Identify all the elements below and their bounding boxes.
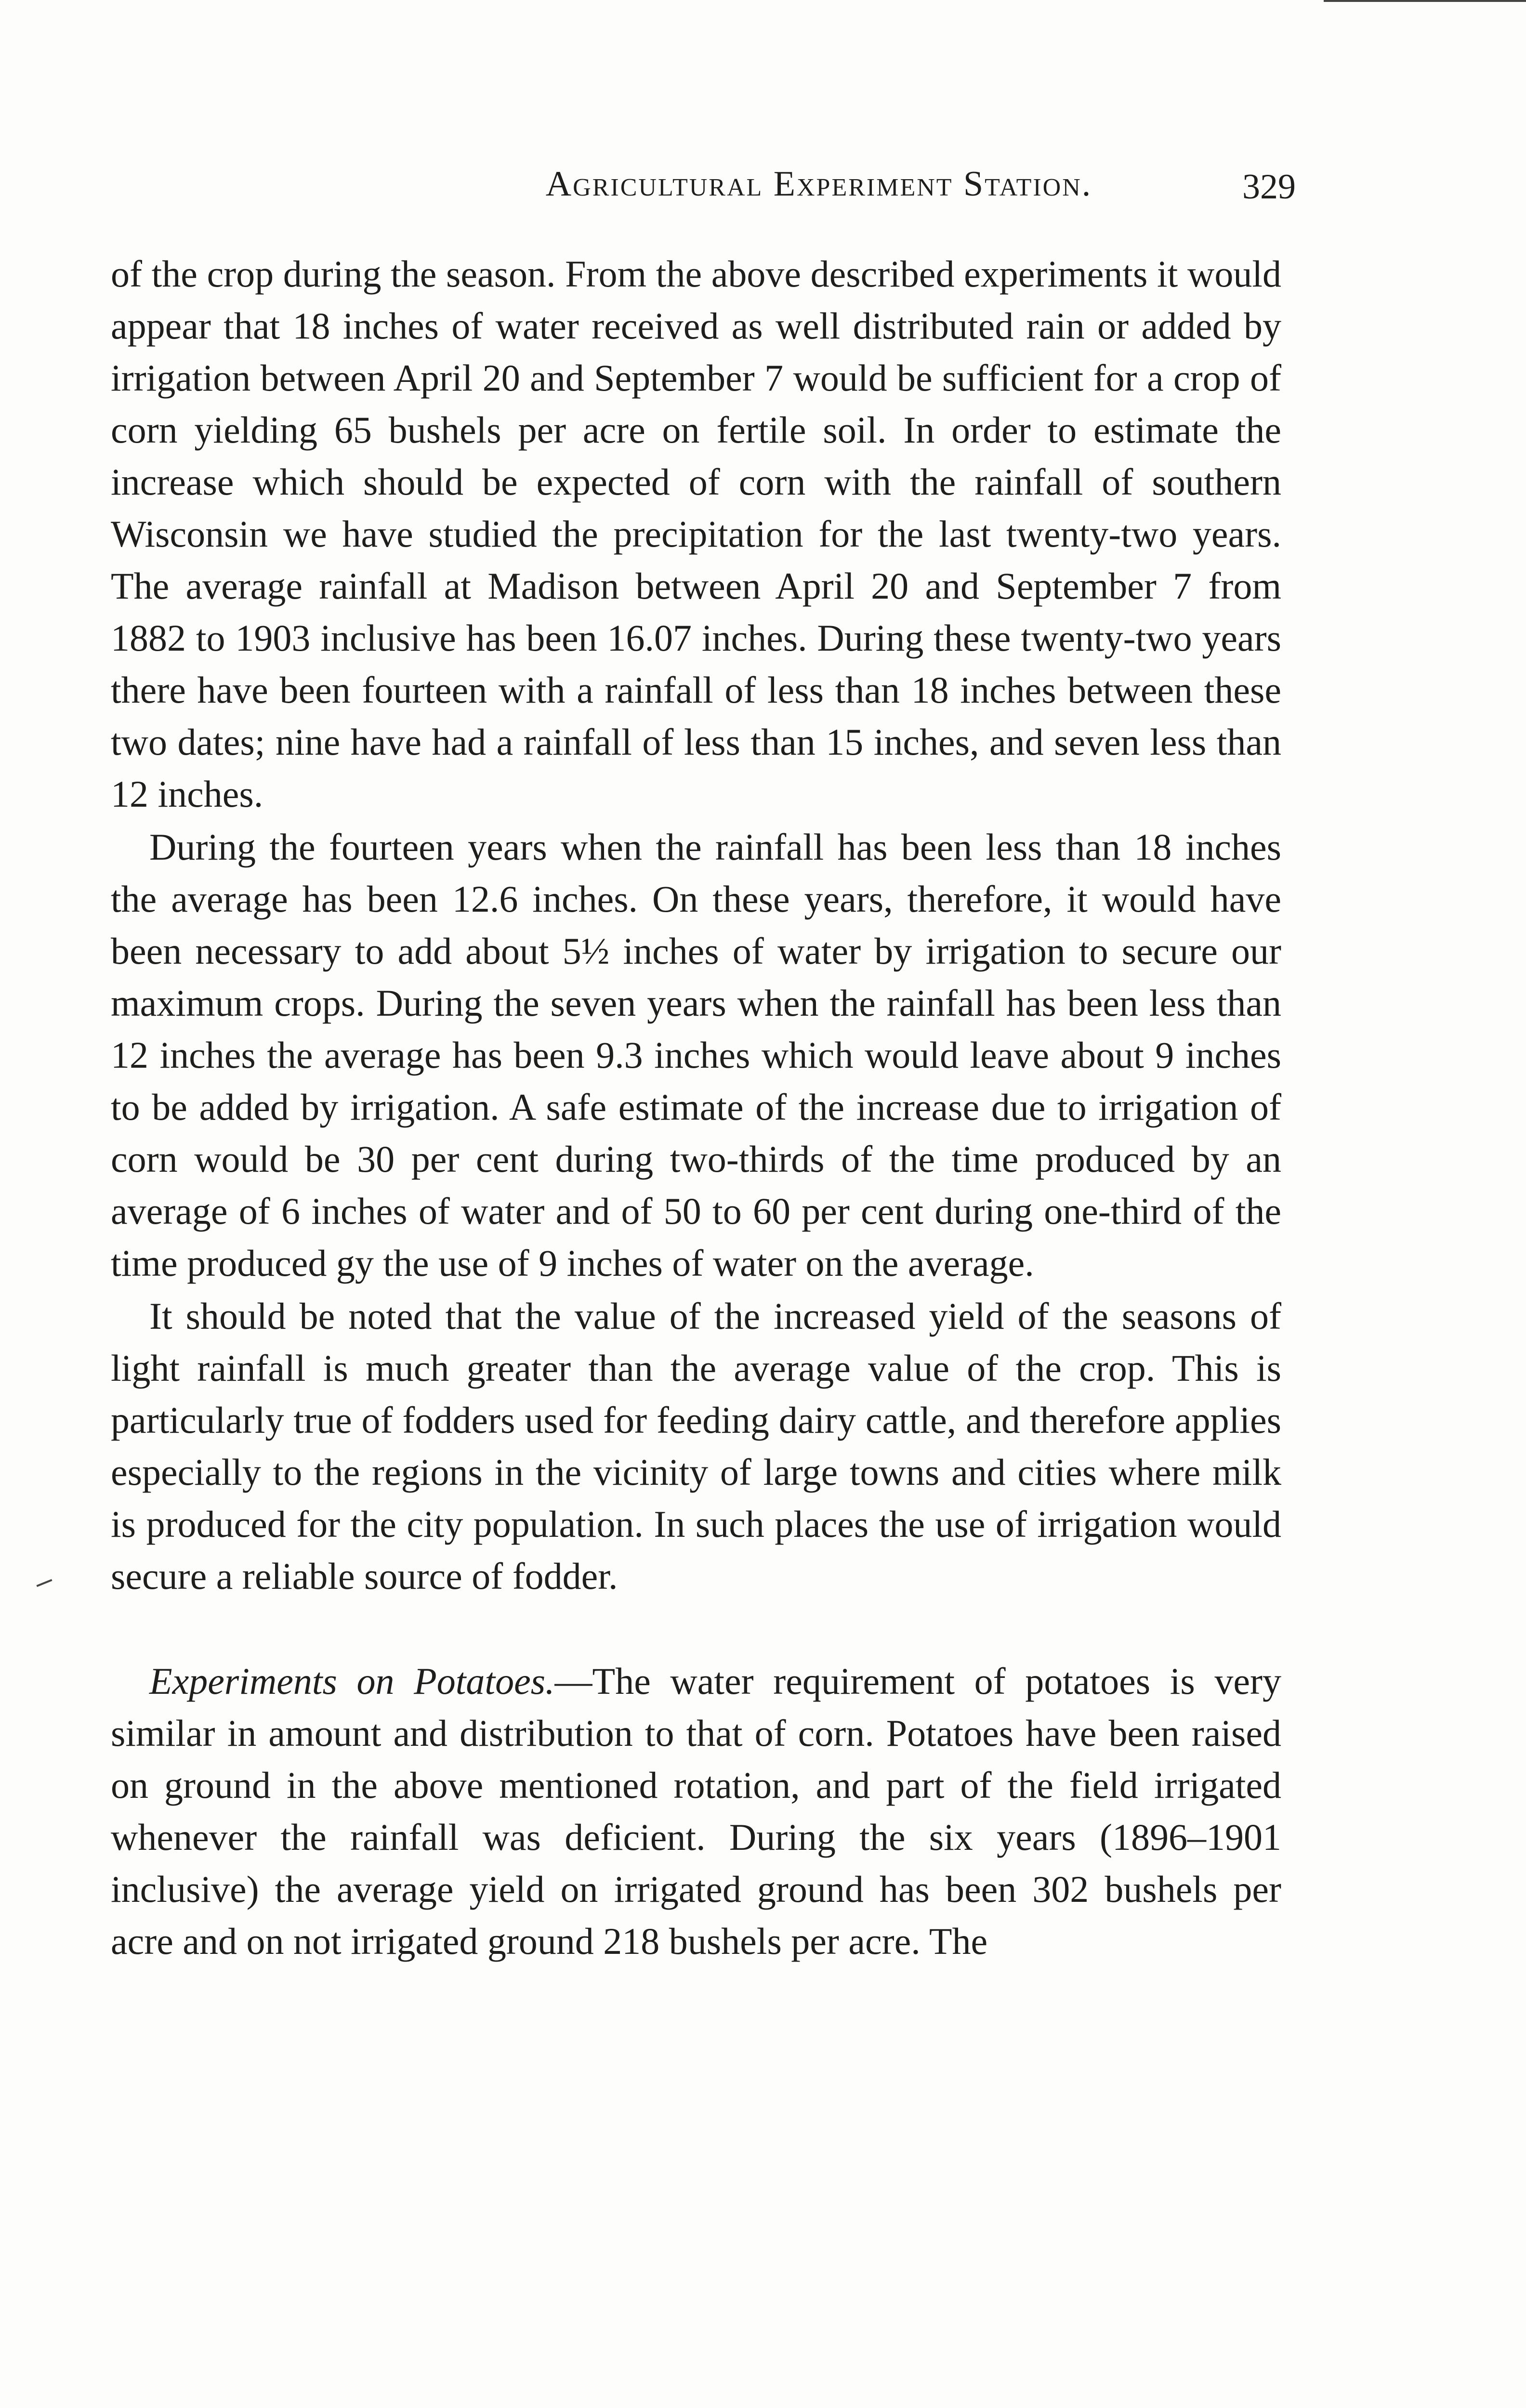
page-edge-line (1324, 0, 1526, 2)
margin-mark (36, 1579, 52, 1587)
paragraph-2: During the fourteen years when the rainfall has been less than 18 inches the average has been 12.6 inches. On these years, therefore, it would have been necessary to add about 5½ inches of water by irrigation to secure our maximum crops. During the seven years when the rainfall has been less than 12 inches the average has been 9.3 inches which would leave about 9 inches to be added by irrigation. A safe estimate of the increase due to irrigation of corn would be 30 per cent during two-thirds of the time produced by an average of 6 inches of water and of 50 to 60 per cent during one-third of the time produced gy the use of 9 inches of water on the average. (111, 826, 1281, 1284)
paragraph-3: It should be noted that the value of the increased yield of the seasons of light rainfall is much greater than the average value of the crop. This is particularly true of fodders used for feeding dairy cattle, and therefore applies especially to the regions in the vicinity of large towns and cities where milk is produced for the city population. In such places the use of irrigation would secure a reliable source of fodder. (111, 1295, 1281, 1597)
page-number: 329 (1242, 167, 1296, 207)
body-text (111, 248, 1281, 1967)
running-head-title: Agricultural Experiment Station. (545, 164, 1092, 204)
paragraph-potatoes (111, 1655, 1281, 1967)
section-title-potatoes: Experiments on Potatoes. (149, 1660, 555, 1702)
paragraph-1: of the crop during the season. From the above described experiments it would appear that 18 inches of water received as well distributed rain or added by irrigation between April 20 and September 7 would be sufficient for a crop of corn yielding 65 bushels per acre on fertile soil. In order to estimate the increase which should be expected of corn with the rainfall of southern Wisconsin we have studied the precipitation for the last twenty-two years. The average rainfall at Madison between April 20 and September 7 from 1882 to 1903 inclusive has been 16.07 inches. During these twenty-two years there have been fourteen with a rainfall of less than 18 inches between these two dates; nine have had a rainfall of less than 15 inches, and seven less than 12 inches. (111, 253, 1281, 815)
section-text-potatoes: —The water requirement of potatoes is very similar in amount and distribution to that of corn. Potatoes have been raised on ground in the above mentioned rotation, and part of the field irrigated whenever the rainfall was deficient. During the six years (1896–1901 inclusive) the average yield on irrigated ground has been 302 bushels per acre and on not irrigated ground 218 bushels per acre. The (111, 1660, 1281, 1962)
